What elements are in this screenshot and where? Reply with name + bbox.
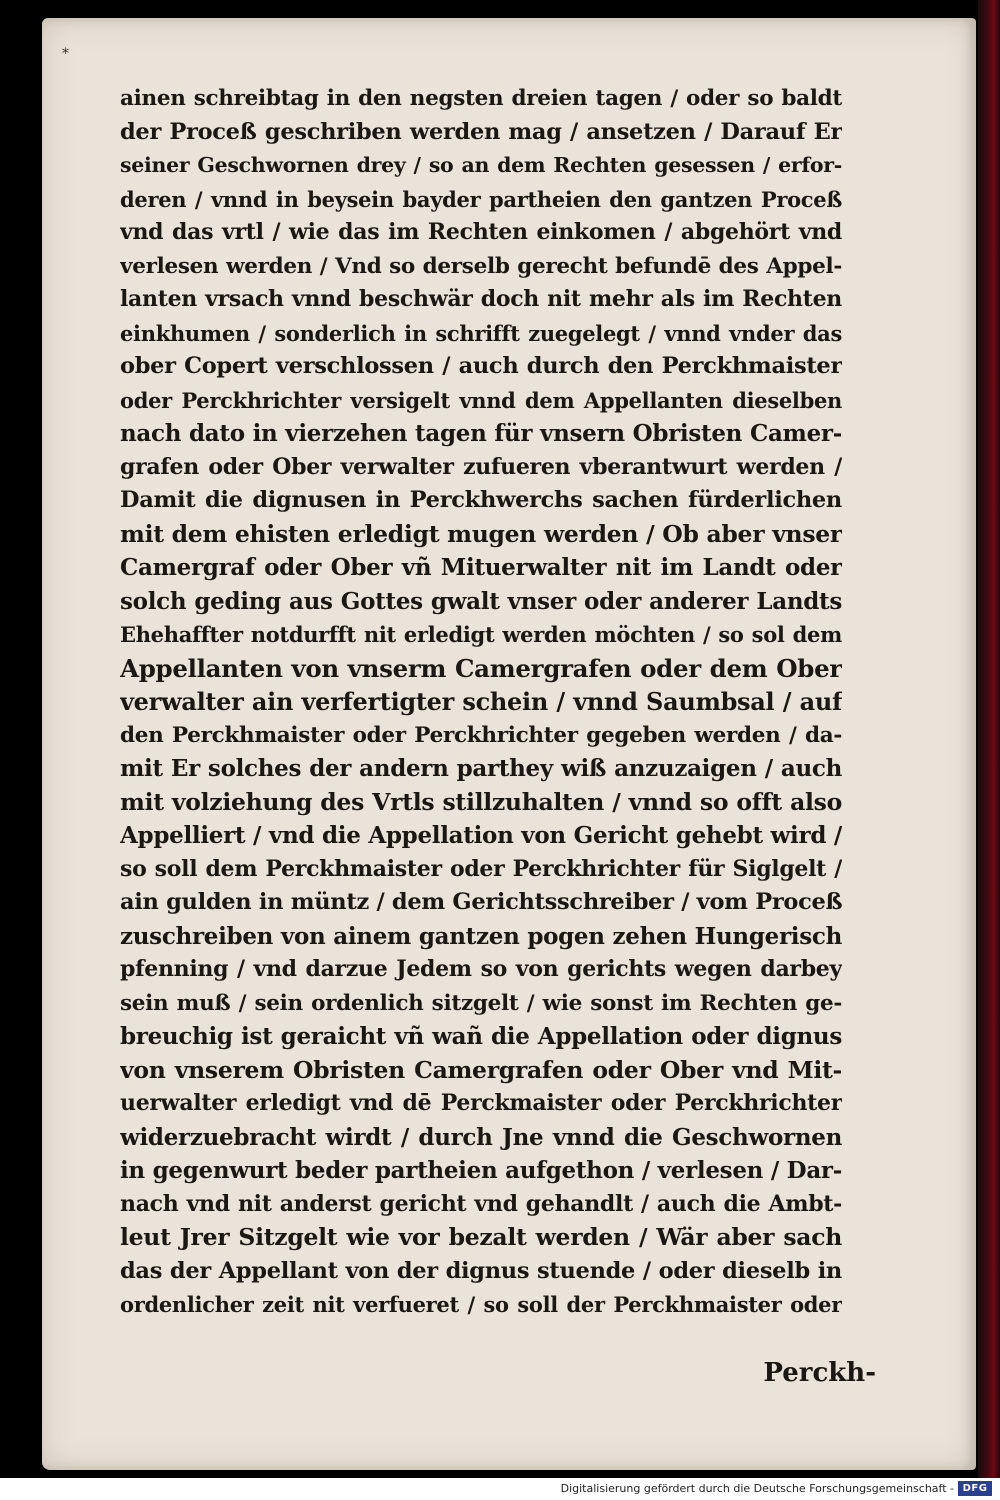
text-line: uerwalter erledigt vnd dē Perckmaister oder Perckhrichter xyxy=(120,1090,842,1116)
text-line: leut Jrer Sitzgelt wie vor bezalt werden / Wär aber sach xyxy=(120,1223,842,1251)
text-line: Ehehaffter notdurfft nit erledigt werden möchten / so sol dem xyxy=(120,622,842,647)
backing-board xyxy=(978,0,1000,1478)
text-line: ain gulden in müntz / dem Gerichtsschreiber / vom Proceß xyxy=(120,889,842,915)
text-line: nach vnd nit anderst gericht vnd gehandlt / auch die Ambt- xyxy=(120,1190,842,1217)
text-line: vnd das vrtl / wie das im Rechten einkomen / abgehört vnd xyxy=(120,219,842,245)
text-line: verwalter ain verfertigter schein / vnnd Saumbsal / auf xyxy=(120,687,842,716)
text-line: breuchig ist geraicht vñ wañ die Appellation oder dignus xyxy=(120,1023,842,1050)
text-line: widerzuebracht wirdt / durch Jne vnnd die Geschwornen xyxy=(120,1123,842,1151)
text-line: oder Perckhrichter versigelt vnnd dem Appellanten dieselben xyxy=(120,387,842,413)
text-line: deren / vnnd in beysein bayder partheien den gantzen Proceß xyxy=(120,186,842,212)
text-line: ainen schreibtag in den negsten dreien tagen / oder so baldt xyxy=(120,86,842,111)
text-line: nach dato in vierzehen tagen für vnsern Obristen Camer- xyxy=(120,420,842,447)
text-line: grafen oder Ober verwalter zufueren vberantwurt werden / xyxy=(120,453,842,480)
text-line: der Proceß geschriben werden mag / ansetzen / Darauf Er xyxy=(120,118,842,145)
text-line: von vnserem Obristen Camergrafen oder Ober vnd Mit- xyxy=(120,1055,842,1084)
text-line: in gegenwurt beder partheien aufgethon / verlesen / Dar- xyxy=(120,1157,842,1184)
text-line: Damit die dignusen in Perckhwerchs sachen fürderlichen xyxy=(120,487,842,513)
funding-credit: Digitalisierung gefördert durch die Deutsche Forschungsgemeinschaft - xyxy=(560,1482,954,1495)
text-line: pfenning / vnd darzue Jedem so von gerichts wegen darbey xyxy=(120,956,842,982)
text-line: lanten vrsach vnnd beschwär doch nit mehr als im Rechten xyxy=(120,286,842,312)
text-line: mit volziehung des Vrtls stillzuhalten / vnnd so offt also xyxy=(120,787,842,816)
text-line: verlesen werden / Vnd so derselb gerecht befundē des Appel- xyxy=(120,253,842,279)
footer-bar xyxy=(0,1478,1000,1500)
text-line: ordenlicher zeit nit verfueret / so soll der Perckhmaister oder xyxy=(120,1292,842,1317)
text-line: ober Copert verschlossen / auch durch den Perckhmaister xyxy=(120,353,842,379)
text-line: das der Appellant von der dignus stuende / oder dieselb in xyxy=(120,1257,842,1284)
text-block xyxy=(120,82,842,1322)
text-line: Camergraf oder Ober vñ Mituerwalter nit im Landt oder xyxy=(120,554,842,581)
text-line: zuschreiben von ainem gantzen pogen zehen Hungerisch xyxy=(120,922,842,950)
text-line: einkhumen / sonderlich in schrifft zuegelegt / vnnd vnder das xyxy=(120,320,842,346)
dfg-logo: DFG xyxy=(958,1481,992,1496)
text-line: Appellanten von vnserm Camergrafen oder dem Ober xyxy=(120,653,842,683)
text-line: mit Er solches der andern parthey wiß anzuzaigen / auch xyxy=(120,755,842,782)
text-line: sein muß / sein ordenlich sitzgelt / wie sonst im Rechten ge- xyxy=(120,990,842,1016)
text-line: den Perckhmaister oder Perckhrichter gegeben werden / da- xyxy=(120,722,842,748)
page-mark: * xyxy=(62,46,69,62)
catchword: Perckh- xyxy=(763,1358,876,1388)
text-line: so soll dem Perckhmaister oder Perckhrichter für Siglgelt / xyxy=(120,855,842,882)
text-line: seiner Geschwornen drey / so an dem Rechten gesessen / erfor- xyxy=(120,153,842,177)
text-line: solch geding aus Gottes gwalt vnser oder anderer Landts xyxy=(120,587,842,615)
text-line: Appelliert / vnd die Appellation von Gericht gehebt wird / xyxy=(120,822,842,849)
text-line: mit dem ehisten erledigt mugen werden / Ob aber vnser xyxy=(120,519,842,548)
